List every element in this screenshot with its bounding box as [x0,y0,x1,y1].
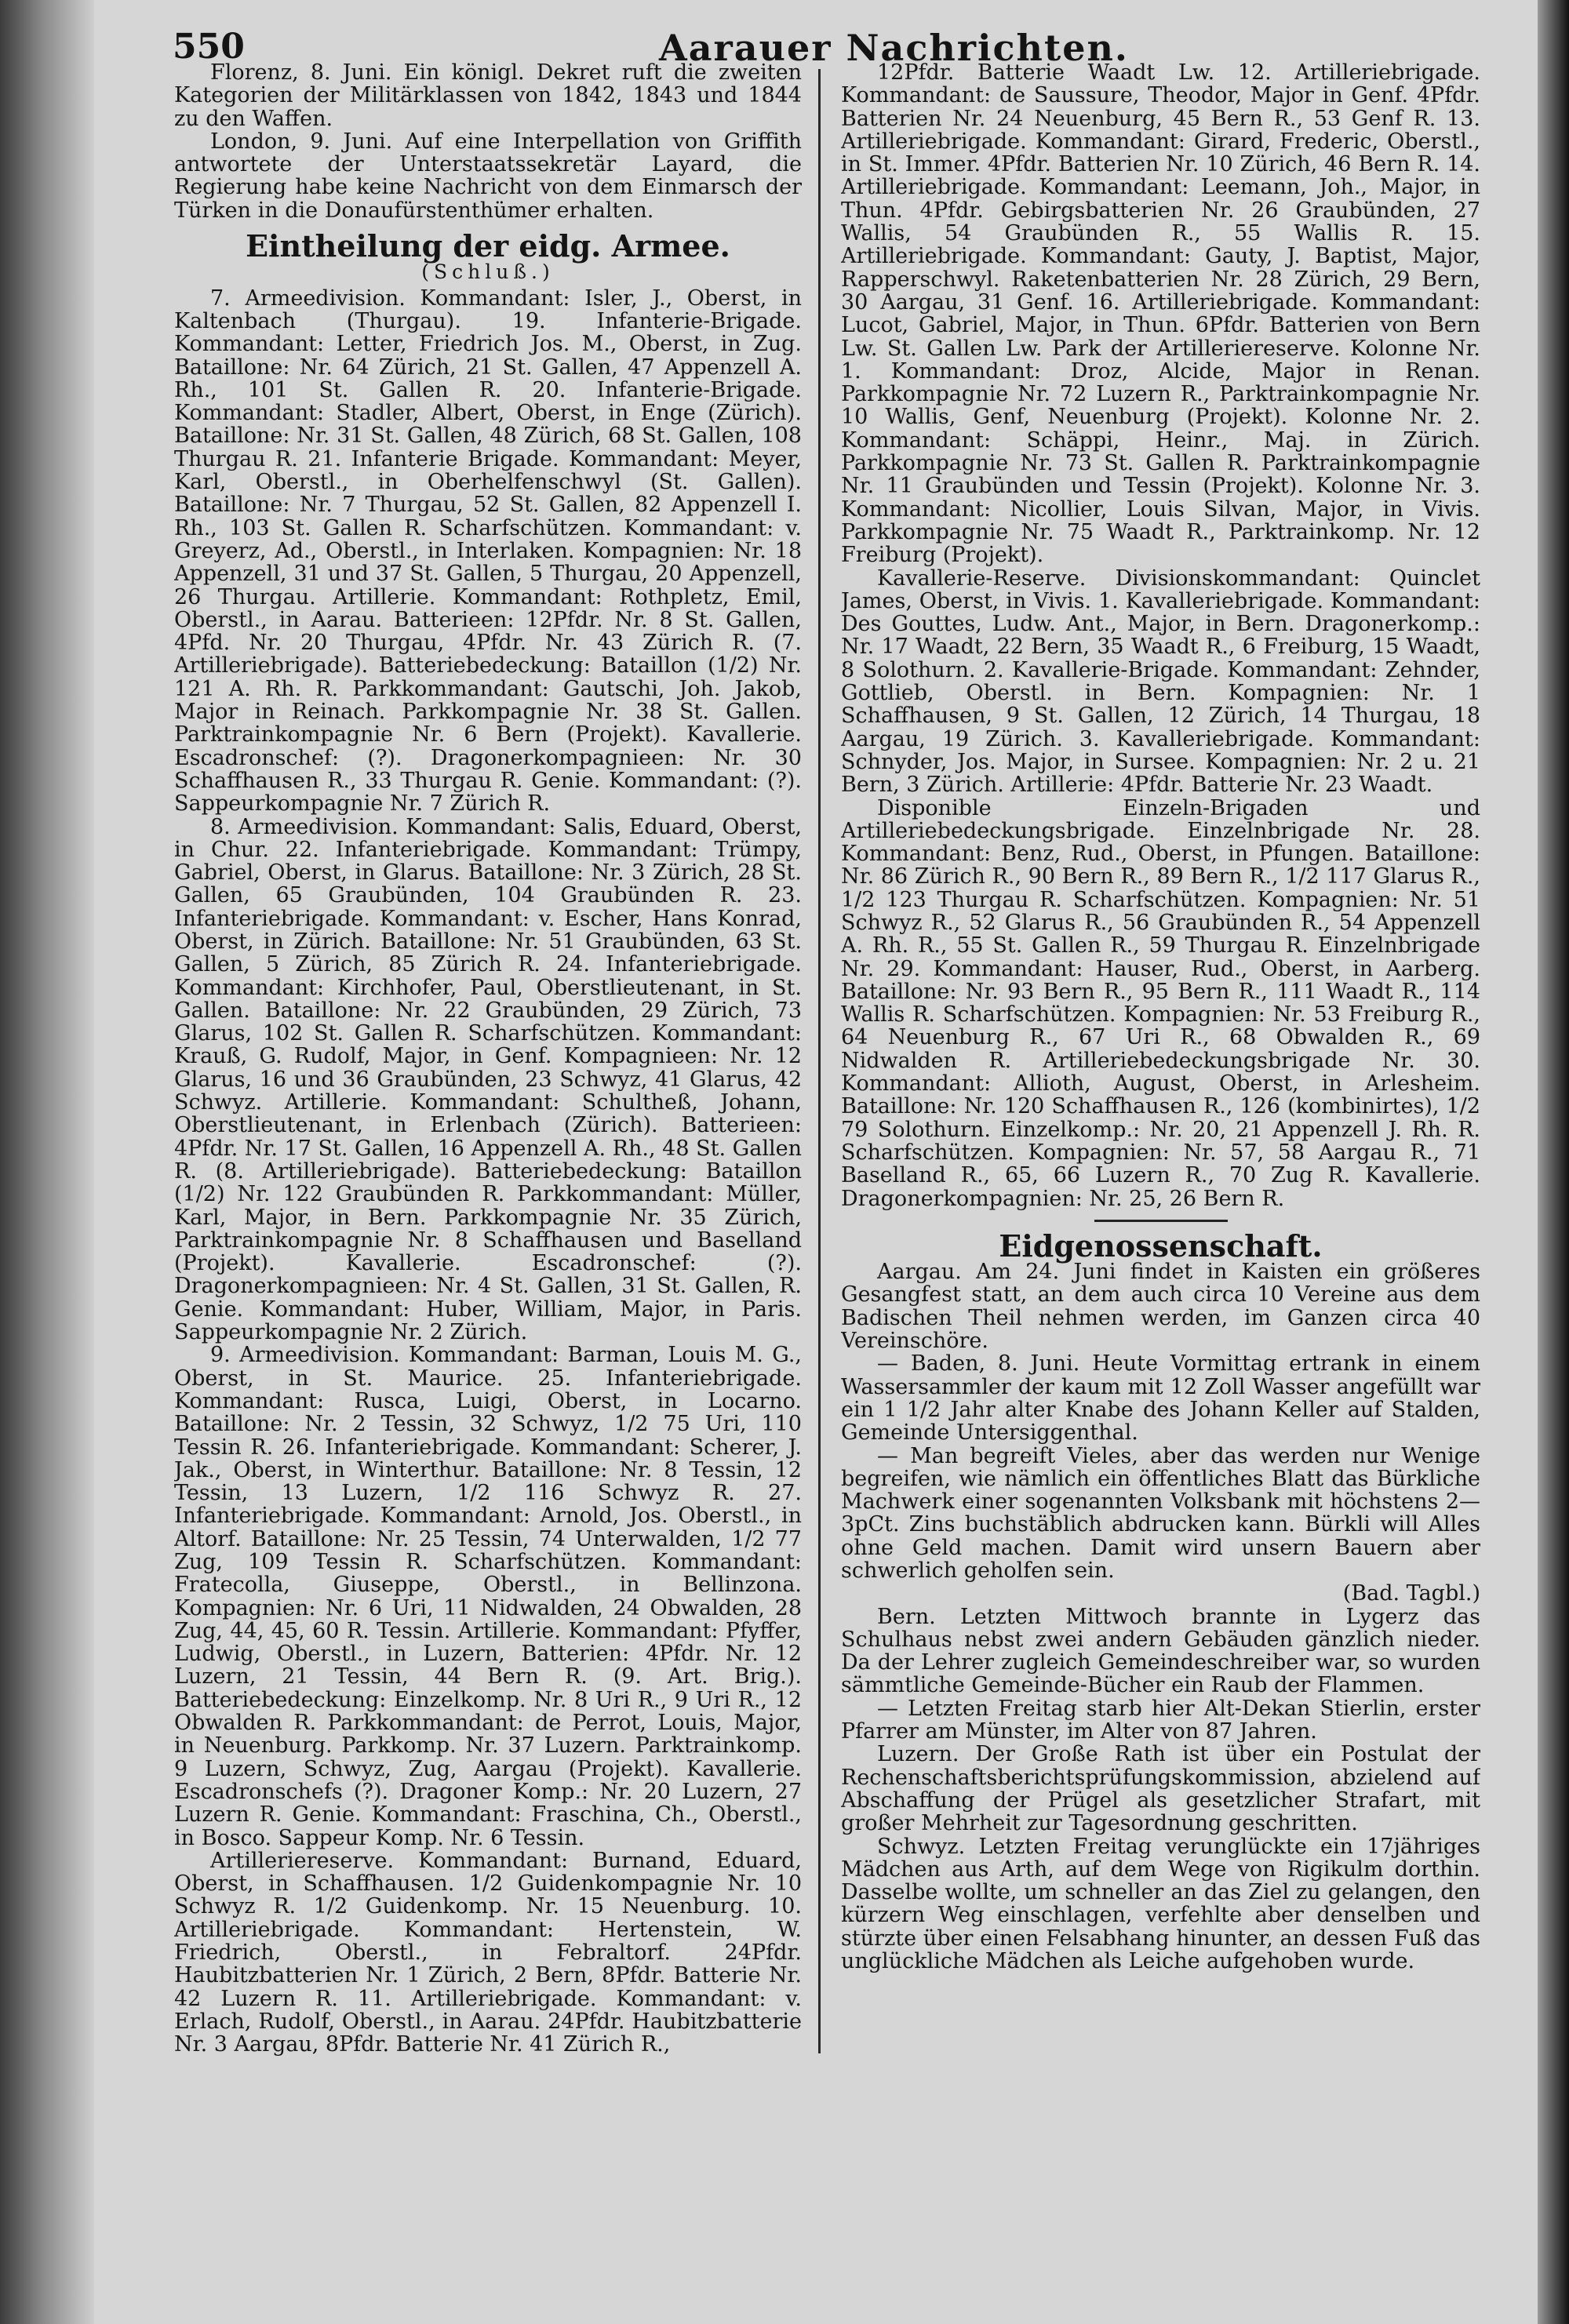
newspaper-title: Aarauer Nachrichten. [659,27,1129,69]
right-column [841,61,1480,2077]
cavalry-reserve: Kavallerie-Reserve. Divisionskommandant: Quinclet James, Oberst, in Vivis. 1. Kavalleriebrigade. Kommandant: Des Gouttes, Ludw. Ant., Major, in Bern. Dragonerkomp.: Nr. 17 Waadt, 22 Bern, 35 Waadt R., 6 Freiburg, 15 Waadt, 8 Solothurn. 2. Kavallerie-Brigade. Kommandant: Zehnder, Gottlieb, Oberstl. in Bern. Kompagnien: Nr. 1 Schaffhausen, 9 St. Gallen, 12 Zürich, 14 Thurgau, 18 Aargau, 19 Zürich. 3. Kavalleriebrigade. Kommandant: Schnyder, Jos. Major, in Sursee. Kompagnien: Nr. 2 u. 21 Bern, 3 Zürich. Artillerie: 4Pfdr. Batterie Nr. 23 Waadt. [841,566,1480,798]
article-volksbank: — Man begreift Vieles, aber das werden nur Wenige begreifen, wie nämlich ein öffentliches Blatt das Bürkliche Machwerk einer sogenannten Volksbank mit höchstens 2—3pCt. Zins buchstäblich abdrucken kann. Bürkli will Alles ohne Geld machen. Damit wird unsern Bauern aber schwerlich geholfen sein. [841,1443,1480,1583]
artillery-reserve-cont: 12Pfdr. Batterie Waadt Lw. 12. Artilleriebrigade. Kommandant: de Saussure, Theodor, Major in Genf. 4Pfdr. Batterien Nr. 24 Neuenburg, 45 Bern R., 53 Genf R. 13. Artilleriebrigade. Kommandant: Girard, Frederic, Oberstl., in St. Immer. 4Pfdr. Batterien Nr. 10 Zürich, 46 Bern R. 14. Artilleriebrigade. Kommandant: Leemann, Joh., Major, in Thun. 4Pfdr. Gebirgsbatterien Nr. 26 Graubünden, 27 Wallis, 54 Graubünden R., 55 Wallis R. 15. Artilleriebrigade. Kommandant: Gauty, J. Baptist, Major, Rapperschwyl. Raketenbatterien Nr. 28 Zürich, 29 Bern, 30 Aargau, 31 Genf. 16. Artilleriebrigade. Kommandant: Lucot, Gabriel, Major, in Thun. 6Pfdr. Batterien von Bern Lw. St. Gallen Lw. Park der Artilleriereserve. Kolonne Nr. 1. Kommandant: Droz, Alcide, Major in Renan. Parkkompagnie Nr. 72 Luzern R., Parktrainkompagnie Nr. 10 Wallis, Genf, Neuenburg (Projekt). Kolonne Nr. 2. Kommandant: Schäppi, Heinr., Maj. in Zürich. Parkkompagnie Nr. 73 St. Gallen R. Parktrainkompagnie Nr. 11 Graubünden und Tessin (Projekt). Kolonne Nr. 3. Kommandant: Nicollier, Louis Silvan, Major, in Vivis. Parkkompagnie Nr. 75 Waadt R., Parktrainkomp. Nr. 12 Freiburg (Projekt). [841,61,1480,568]
article-luzern: Luzern. Der Große Rath ist über ein Postulat der Rechenschaftsberichtsprüfungskommission, abzielend auf Abschaffung der Prügel als gesetzlicher Strafart, mit großer Mehrheit zur Tagesordnung geschritten. [841,1742,1480,1836]
section-title-eidgenossenschaft: Eidgenossenschaft. [999,1227,1323,1264]
column-divider [818,69,821,2053]
article-schwyz: Schwyz. Letzten Freitag verunglückte ein 17jähriges Mädchen aus Arth, auf dem Wege von Rigikulm dorthin. Dasselbe wollte, um schneller an das Ziel zu gelangen, den kürzern Weg einschlagen, verfehlte aber denselben und stürzte über einen Felsabhang hinunter, an dessen Fuß das unglückliche Mädchen als Leiche aufgehoben wurde. [841,1834,1480,1974]
division-9: 9. Armeedivision. Kommandant: Barman, Louis M. G., Oberst, in St. Maurice. 25. Infanteriebrigade. Kommandant: Rusca, Luigi, Oberst, in Locarno. Bataillone: Nr. 2 Tessin, 32 Schwyz, 1/2 75 Uri, 110 Tessin R. 26. Infanteriebrigade. Kommandant: Scherer, J. Jak., Oberst, in Winterthur. Bataillone: Nr. 8 Tessin, 12 Tessin, 13 Luzern, 1/2 116 Schwyz R. 27. Infanteriebrigade. Kommandant: Arnold, Jos. Oberstl., in Altorf. Bataillone: Nr. 25 Tessin, 74 Unterwalden, 1/2 77 Zug, 109 Tessin R. Scharfschützen. Kommandant: Fratecolla, Giuseppe, Oberstl., in Bellinzona. Kompagnien: Nr. 6 Uri, 11 Nidwalden, 24 Obwalden, 28 Zug, 44, 45, 60 R. Tessin. Artillerie. Kommandant: Pfyffer, Ludwig, Oberstl., in Luzern, Batterien: 4Pfdr. Nr. 12 Luzern, 21 Tessin, 44 Bern R. (9. Art. Brig.). Batteriebedeckung: Einzelkomp. Nr. 8 Uri R., 9 Uri R., 12 Obwalden R. Parkkommandant: de Perrot, Louis, Major, in Neuenburg. Parkkomp. Nr. 37 Luzern. Parktrainkomp. 9 Luzern, Schwyz, Zug, Aargau (Projekt). Kavallerie. Escadronschefs (?). Dragoner Komp.: Nr. 20 Luzern, 27 Luzern R. Genie. Kommandant: Fraschina, Ch., Oberstl., in Bosco. Sappeur Komp. Nr. 6 Tessin. [174,1343,802,1850]
article-florenz: Florenz, 8. Juni. Ein königl. Dekret ruft die zweiten Kategorien der Militärklassen von 1842, 1843 und 1844 zu den Waffen. [174,61,802,131]
article-london: London, 9. Juni. Auf eine Interpellation von Griffith antwortete der Unterstaatssekretär Layard, die Regierung habe keine Nachricht von dem Einmarsch der Türken in die Donaufürstenthümer erhalten. [174,129,802,223]
section-title-armee: Eintheilung der eidg. Armee. [246,228,730,264]
article-bern-stierlin: — Letzten Freitag starb hier Alt-Dekan Stierlin, erster Pfarrer am Münster, im Alter von 87 Jahren. [841,1696,1480,1744]
disposable-brigades: Disponible Einzeln-Brigaden und Artilleriebedeckungsbrigade. Einzelnbrigade Nr. 28. Kommandant: Benz, Rud., Oberst, in Pfungen. Bataillone: Nr. 86 Zürich R., 90 Bern R., 89 Bern R., 1/2 117 Glarus R., 1/2 123 Thurgau R. Scharfschützen. Kompagnien: Nr. 51 Schwyz R., 52 Glarus R., 56 Graubünden R., 54 Appenzell A. Rh. R., 55 St. Gallen R., 59 Thurgau R. Einzelnbrigade Nr. 29. Kommandant: Hauser, Rud., Oberst, in Aarberg. Bataillone: Nr. 93 Bern R., 95 Bern R., 111 Waadt R., 114 Wallis R. Scharfschützen. Kompagnien: Nr. 53 Freiburg R., 64 Neuenburg R., 67 Uri R., 68 Obwalden R., 69 Nidwalden R. Artilleriebedeckungsbrigade Nr. 30. Kommandant: Allioth, August, Oberst, in Arlesheim. Bataillone: Nr. 120 Schaffhausen R., 126 (kombinirtes), 1/2 79 Solothurn. Einzelkomp.: Nr. 20, 21 Appenzell J. Rh. R. Scharfschützen. Kompagnien: Nr. 57, 58 Aargau R., 71 Baselland R., 65, 66 Luzern R., 70 Zug R. Kavallerie. Dragonerkompagnien: Nr. 25, 26 Bern R. [841,795,1480,1211]
division-7: 7. Armeedivision. Kommandant: Isler, J., Oberst, in Kaltenbach (Thurgau). 19. Infanterie-Brigade. Kommandant: Letter, Friedrich Jos. M., Oberst, in Zug. Bataillone: Nr. 64 Zürich, 21 St. Gallen, 47 Appenzell A. Rh., 101 St. Gallen R. 20. Infanterie-Brigade. Kommandant: Stadler, Albert, Oberst, in Enge (Zürich). Bataillone: Nr. 31 St. Gallen, 48 Zürich, 68 St. Gallen, 108 Thurgau R. 21. Infanterie Brigade. Kommandant: Meyer, Karl, Oberstl., in Oberhelfenschwyl (St. Gallen). Bataillone: Nr. 7 Thurgau, 52 St. Gallen, 82 Appenzell I. Rh., 103 St. Gallen R. Scharfschützen. Kommandant: v. Greyerz, Ad., Oberstl., in Interlaken. Kompagnien: Nr. 18 Appenzell, 31 und 37 St. Gallen, 5 Thurgau, 20 Appenzell, 26 Thurgau. Artillerie. Kommandant: Rothpletz, Emil, Oberstl., in Aarau. Batterieen: 12Pfdr. Nr. 8 St. Gallen, 4Pfd. Nr. 20 Thurgau, 4Pfdr. Nr. 43 Zürich R. (7. Artilleriebrigade). Batteriebedeckung: Bataillon (1/2) Nr. 121 A. Rh. R. Parkkommandant: Gautschi, Joh. Jakob, Major in Reinach. Parkkompagnie Nr. 38 St. Gallen. Parktrainkompagnie Nr. 6 Bern (Projekt). Kavallerie. Escadronschef: (?). Dragonerkompagnieen: Nr. 30 Schaffhausen R., 33 Thurgau R. Genie. Kommandant: (?). Sappeurkompagnie Nr. 7 Zürich R. [174,285,802,816]
page-number: 550 [173,27,245,67]
article-aargau: Aargau. Am 24. Juni findet in Kaisten ein größeres Gesangfest statt, an dem auch circa 10 Vereine aus dem Badischen Theil nehmen werden, im Ganzen circa 40 Vereinschöre. [841,1260,1480,1354]
left-column [174,61,802,2069]
section-subtitle: (Schluß.) [421,260,555,284]
artillery-reserve: Artilleriereserve. Kommandant: Burnand, Eduard, Oberst, in Schaffhausen. 1/2 Guidenkompagnie Nr. 10 Schwyz R. 1/2 Guidenkomp. Nr. 15 Neuenburg. 10. Artilleriebrigade. Kommandant: Hertenstein, W. Friedrich, Oberstl., in Febraltorf. 24Pfdr. Haubitzbatterien Nr. 1 Zürich, 2 Bern, 8Pfdr. Batterie Nr. 42 Luzern R. 11. Artilleriebrigade. Kommandant: v. Erlach, Rudolf, Oberstl., in Aarau. 24Pfdr. Haubitzbatterie Nr. 3 Aargau, 8Pfdr. Batterie Nr. 41 Zürich R., [174,1848,802,2057]
article-bern: Bern. Letzten Mittwoch brannte in Lygerz das Schulhaus nebst zwei andern Gebäuden gänzlich nieder. Da der Lehrer zugleich Gemeindeschreiber war, so wurden sämmtliche Gemeinde-Bücher ein Raub der Flammen. [841,1604,1480,1698]
article-source: (Bad. Tagbl.) [1342,1581,1480,1606]
article-baden: — Baden, 8. Juni. Heute Vormittag ertrank in einem Wassersammler der kaum mit 12 Zoll Wasser angefüllt war ein 1 1/2 Jahr alter Knabe des Johann Keller auf Stalden, Gemeinde Untersiggenthal. [841,1351,1480,1446]
division-8: 8. Armeedivision. Kommandant: Salis, Eduard, Oberst, in Chur. 22. Infanteriebrigade. Kommandant: Trümpy, Gabriel, Oberst, in Glarus. Bataillone: Nr. 3 Zürich, 28 St. Gallen, 65 Graubünden, 104 Graubünden R. 23. Infanteriebrigade. Kommandant: v. Escher, Hans Konrad, Oberst, in Zürich. Bataillone: Nr. 51 Graubünden, 63 St. Gallen, 5 Zürich, 85 Zürich R. 24. Infanteriebrigade. Kommandant: Kirchhofer, Paul, Oberstlieutenant, in St. Gallen. Bataillone: Nr. 22 Graubünden, 29 Zürich, 73 Glarus, 102 St. Gallen R. Scharfschützen. Kommandant: Krauß, G. Rudolf, Major, in Genf. Kompagnieen: Nr. 12 Glarus, 16 und 36 Graubünden, 23 Schwyz, 41 Glarus, 42 Schwyz. Artillerie. Kommandant: Schultheß, Johann, Oberstlieutenant, in Erlenbach (Zürich). Batterieen: 4Pfdr. Nr. 17 St. Gallen, 16 Appenzell A. Rh., 48 St. Gallen R. (8. Artilleriebrigade). Batteriebedeckung: Bataillon (1/2) Nr. 122 Graubünden R. Parkkommandant: Müller, Karl, Major, in Bern. Parkkompagnie Nr. 35 Zürich, Parktrainkompagnie Nr. 8 Schaffhausen und Baselland (Projekt). Kavallerie. Escadronschef: (?). Dragonerkompagnieen: Nr. 4 St. Gallen, 31 St. Gallen, R. Genie. Kommandant: Huber, William, Major, in Paris. Sappeurkompagnie Nr. 2 Zürich. [174,814,802,1345]
section-divider [1094,1220,1228,1222]
